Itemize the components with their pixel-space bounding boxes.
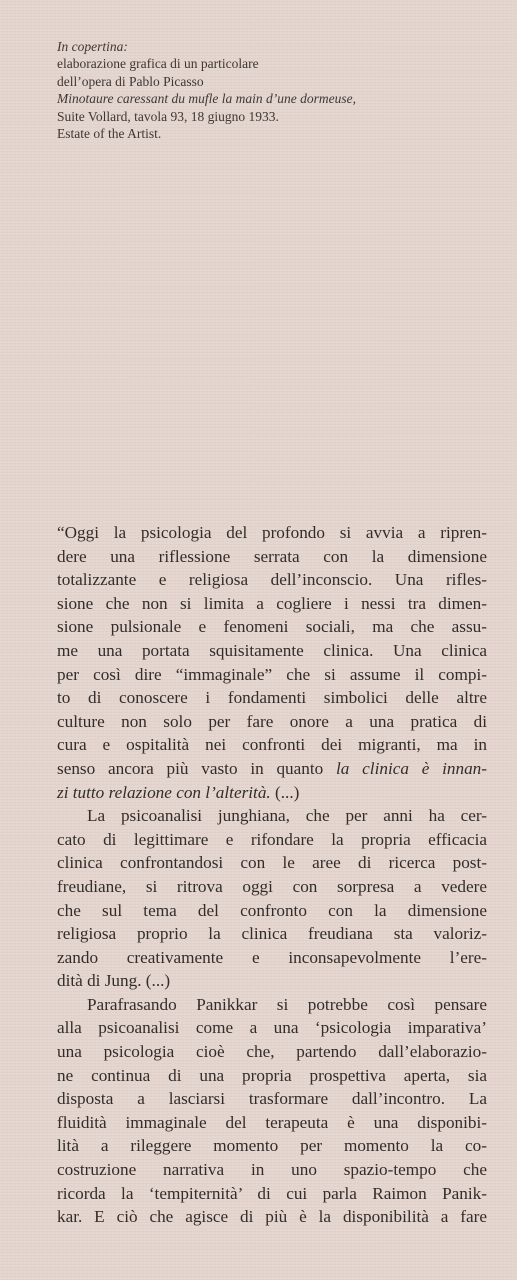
text-line: disposta a lasciarsi trasformare dall’incontro. La [57, 1089, 487, 1109]
paragraph-1 [57, 521, 487, 804]
text-line: La psicoanalisi junghiana, che per anni ha cer- [87, 806, 487, 826]
text-line: culture non solo per fare onore a una pratica di [57, 711, 487, 731]
text-line: Parafrasando Panikkar si potrebbe così pensare [87, 994, 487, 1014]
cover-credits [57, 38, 497, 142]
text-line: dere una riflessione serrata con la dimensione [57, 546, 487, 566]
credits-line: dell’opera di Pablo Picasso [57, 73, 204, 89]
text-line: che sul tema del confronto con la dimensione [57, 900, 487, 920]
text-line: “Oggi la psicologia del profondo si avvia a ripren- [57, 523, 487, 542]
paragraph-2 [57, 804, 487, 993]
text-line: totalizzante e religiosa dell’inconscio. Una rifles- [57, 570, 487, 590]
artwork-title: Minotaure caressant du mufle la main d’une dormeuse, [57, 91, 356, 107]
text-line: fluidità immaginale del terapeuta è una disponibi- [57, 1112, 487, 1132]
credits-line: elaborazione grafica di un particolare [57, 56, 259, 72]
text-line: religiosa proprio la clinica freudiana sta valoriz- [57, 924, 487, 944]
italic-phrase: la clinica è innan- [336, 758, 487, 778]
text-line: una psicologia cioè che, partendo dall’elaborazio- [57, 1042, 487, 1062]
text-line: per così dire “immaginale” che si assume il compi- [57, 664, 487, 684]
text-line: clinica confrontandosi con le aree di ricerca post- [57, 853, 487, 873]
text-line: freudiane, si ritrova oggi con sorpresa a vedere [57, 876, 487, 896]
text-line: sione pulsionale e fenomeni sociali, ma che assu- [57, 617, 487, 637]
text-line: cato di legittimare e rifondare la propria efficacia [57, 829, 487, 849]
text-line: lità a rileggere momento per momento la co- [57, 1136, 487, 1156]
credits-label: In copertina: [57, 39, 128, 54]
italic-phrase: zi tutto relazione con l’alterità. [57, 782, 271, 802]
text-line: costruzione narrativa in uno spazio-tempo che [57, 1160, 487, 1180]
text-line: sione che non si limita a cogliere i nessi tra dimen- [57, 593, 487, 613]
back-cover-quote [57, 521, 487, 1229]
text-line [57, 781, 487, 805]
text-line [57, 757, 487, 781]
text-line: ne continua di una propria prospettiva aperta, sia [57, 1065, 487, 1085]
paragraph-3 [57, 993, 487, 1229]
text-line: cura e ospitalità nei confronti dei migranti, ma in [57, 735, 487, 755]
text-line: me una portata squisitamente clinica. Una clinica [57, 640, 487, 660]
text-line: zando creativamente e inconsapevolmente l’ere- [57, 947, 487, 967]
credits-line: Estate of the Artist. [57, 126, 162, 142]
text-line: dità di Jung. (...) [57, 971, 171, 991]
text-run: (...) [270, 782, 300, 802]
text-line: ricorda la ‘tempiternità’ di cui parla Raimon Panik- [57, 1183, 487, 1203]
text-line: kar. E ciò che agisce di più è la disponibilità a fare [57, 1207, 487, 1227]
text-run: senso ancora più vasto in quanto [57, 758, 337, 778]
credits-line: Suite Vollard, tavola 93, 18 giugno 1933. [57, 108, 279, 124]
text-line: alla psicoanalisi come a una ‘psicologia imparativa’ [57, 1018, 487, 1038]
text-line: to di conoscere i fondamenti simbolici delle altre [57, 688, 487, 708]
